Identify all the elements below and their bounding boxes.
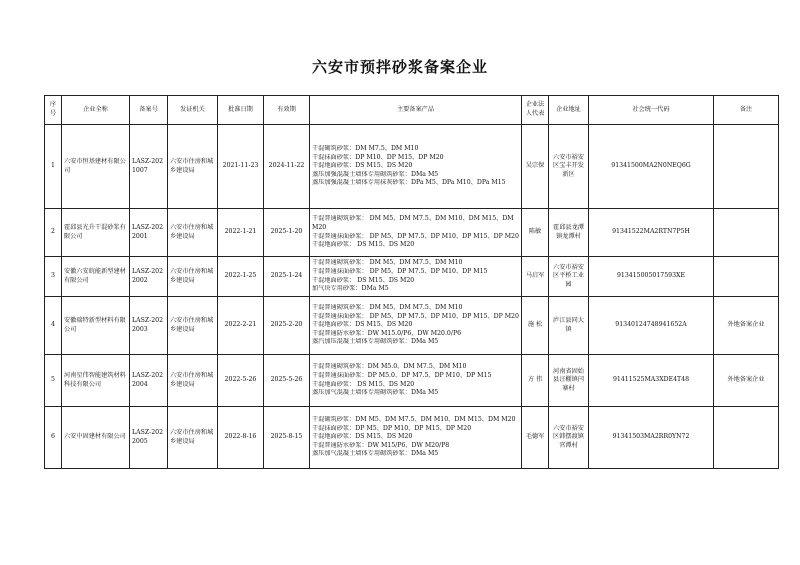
row-record-no: LASZ-2021007: [130, 125, 168, 209]
header-no: 序号: [45, 96, 62, 125]
row-valid-until: 2024-11-22: [264, 125, 310, 209]
row-record-no: LASZ-2022004: [130, 355, 168, 407]
product-line: 蒸汽加压混凝土墙体专用砌筑砂浆：DMa M5: [312, 338, 439, 346]
row-products: [310, 297, 522, 355]
row-note: [714, 125, 779, 209]
product-line: 干混普通防水砂浆：DW M15/P6、DW M20/P8: [312, 441, 450, 449]
product-line: 干混普通砌筑砂浆： DM M5、DM M7.5、DM M10、DM M15、DM M20: [312, 215, 514, 231]
product-line: 干混普通抹面砂浆： DP M5、DP M7.5、DP M10、DP M15、DP M20: [312, 232, 519, 240]
product-line: 干混地面砂浆：DS M15、DS M20: [312, 162, 413, 170]
table-row: [45, 125, 779, 209]
row-legal-rep: 毛德军: [522, 407, 549, 469]
header-approve-date: 批准日期: [218, 96, 264, 125]
product-line: 干混普通砌筑砂浆： DM M5、DM M7.5、DM M10: [312, 259, 463, 267]
header-products: 主要备案产品: [310, 96, 522, 125]
product-line: 蒸压加气混凝土墙体专用砌筑砂浆：DMa M5: [312, 450, 439, 458]
row-issuer: 六安市住房和城乡建设局: [168, 257, 218, 297]
row-approve-date: 2022-5-26: [218, 355, 264, 407]
row-record-no: LASZ-2022005: [130, 407, 168, 469]
row-valid-until: 2025-8-15: [264, 407, 310, 469]
row-approve-date: 2021-11-23: [218, 125, 264, 209]
row-approve-date: 2022-1-25: [218, 257, 264, 297]
row-credit-code: 91340124748941652A: [589, 297, 714, 355]
row-address: 霍邱县龙潭镇龙潭村: [549, 209, 589, 257]
row-record-no: LASZ-2022002: [130, 257, 168, 297]
row-note: [714, 209, 779, 257]
header-record: 备案号: [130, 96, 168, 125]
row-no: 2: [45, 209, 62, 257]
row-no: 6: [45, 407, 62, 469]
row-products: [310, 125, 522, 209]
row-issuer: 六安市住房和城乡建设局: [168, 209, 218, 257]
product-line: 干混普通砌筑砂浆： DM M5、DM M7.5、DM M10: [312, 304, 463, 312]
product-line: 干混普通抹面砂浆： DP M5、DP M7.5、DP M10、DP M15: [312, 267, 488, 275]
row-valid-until: 2025-1-24: [264, 257, 310, 297]
row-company-name: 安徽瑞特新型材料有限公司: [62, 297, 130, 355]
product-line: 干混抹面砂浆：DP M10、DP M15、DP M20: [312, 153, 444, 161]
row-issuer: 六安市住房和城乡建设局: [168, 125, 218, 209]
row-products: [310, 209, 522, 257]
row-approve-date: 2022-2-21: [218, 297, 264, 355]
row-credit-code: 91411525MA3XDE4T48: [589, 355, 714, 407]
product-line: 干混普通抹面砂浆： DP M5、DP M7.5、DP M10、DP M15、DP M20: [312, 312, 519, 320]
row-company-name: 霍邱县光升干混砂浆有限公司: [62, 209, 130, 257]
product-line: 蒸压加气混凝土墙体专用砌筑砂浆：DMa M5: [312, 389, 439, 397]
row-issuer: 六安市住房和城乡建设局: [168, 297, 218, 355]
row-legal-rep: 马启军: [522, 257, 549, 297]
table-header-row: [45, 96, 779, 125]
row-note: [714, 407, 779, 469]
row-credit-code: 91341503MA2RR0YN72: [589, 407, 714, 469]
row-legal-rep: 吴宗保: [522, 125, 549, 209]
table-row: [45, 257, 779, 297]
product-line: 干混地面砂浆： DS M15、DS M20: [312, 380, 415, 388]
row-legal-rep: 方 伟: [522, 355, 549, 407]
row-legal-rep: 施 松: [522, 297, 549, 355]
product-line: 干混砌筑砂浆：DM M5、DM M7.5、DM M10、DM M15、DM M20: [312, 416, 516, 424]
row-company-name: 河南星伟智能建筑材料科技有限公司: [62, 355, 130, 407]
row-approve-date: 2022-8-16: [218, 407, 264, 469]
document-title: 六安市预拌砂浆备案企业: [311, 58, 488, 76]
row-note: 外地备案企业: [714, 297, 779, 355]
row-company-name: 六安中固建材有限公司: [62, 407, 130, 469]
row-products: [310, 407, 522, 469]
row-issuer: 六安市住房和城乡建设局: [168, 407, 218, 469]
row-valid-until: 2025-1-20: [264, 209, 310, 257]
row-products: [310, 355, 522, 407]
row-record-no: LASZ-2022001: [130, 209, 168, 257]
row-legal-rep: 陈敏: [522, 209, 549, 257]
header-valid-until: 有效期: [264, 96, 310, 125]
header-issuer: 发证机关: [168, 96, 218, 125]
product-line: 干混普通砌筑砂浆：DM M5.0、DM M7.5、DM M10: [312, 363, 467, 371]
row-company-name: 安徽六安皖能新型建材有限公司: [62, 257, 130, 297]
row-note: [714, 257, 779, 297]
enterprise-table: [44, 95, 779, 469]
row-valid-until: 2025-2-20: [264, 297, 310, 355]
row-issuer: 六安市住房和城乡建设局: [168, 355, 218, 407]
product-line: 干混地面砂浆： DS M15、DS M20: [312, 276, 415, 284]
row-no: 1: [45, 125, 62, 209]
header-legal-rep: 企业法人代表: [522, 96, 549, 125]
row-address: 河南省固始县汪棚镇闫寨村: [549, 355, 589, 407]
row-credit-code: 913415005017593XE: [589, 257, 714, 297]
row-approve-date: 2022-1-21: [218, 209, 264, 257]
row-credit-code: 91341522MA2RTN7P5H: [589, 209, 714, 257]
row-no: 5: [45, 355, 62, 407]
table-row: [45, 297, 779, 355]
product-line: 蒸压加强混凝土墙体专用砌筑砂浆：DMa M5: [312, 170, 439, 178]
row-record-no: LASZ-2022003: [130, 297, 168, 355]
header-credit-code: 社会统一代码: [589, 96, 714, 125]
product-line: 干混地面砂浆：DS M15、DS M20: [312, 321, 413, 329]
row-address: 六安市裕安区宝丰开发新区: [549, 125, 589, 209]
table-row: [45, 209, 779, 257]
table-row: [45, 355, 779, 407]
row-products: [310, 257, 522, 297]
product-line: 加气块专用砂浆：DMa M5: [312, 285, 389, 293]
row-address: 六安市裕安区韩摆渡镇官潭村: [549, 407, 589, 469]
product-line: 干混普通防水砂浆：DW M15.0/P6、DW M20.0/P6: [312, 329, 462, 337]
row-note: 外地备案企业: [714, 355, 779, 407]
row-no: 3: [45, 257, 62, 297]
product-line: 干混地面砂浆：DS M15、DS M20: [312, 433, 413, 441]
header-address: 企业地址: [549, 96, 589, 125]
product-line: 干混地面砂浆： DS M15、DS M20: [312, 241, 415, 249]
row-company-name: 六安市恒基建材有限公司: [62, 125, 130, 209]
header-name: 企业全称: [62, 96, 130, 125]
row-address: 庐江县同大镇: [549, 297, 589, 355]
row-credit-code: 91341500MA2N0NEQ6G: [589, 125, 714, 209]
header-note: 备注: [714, 96, 779, 125]
product-line: 干混砌筑砂浆：DM M7.5、DM M10: [312, 145, 419, 153]
table-row: [45, 407, 779, 469]
product-line: 蒸压加强混凝土墙体专用抹灰砂浆：DPa M5、DPa M10、DPa M15: [312, 179, 506, 187]
row-no: 4: [45, 297, 62, 355]
product-line: 干混普通抹面砂浆：DP M5.0、DP M7.5、DP M10、DP M15: [312, 371, 492, 379]
product-line: 干混抹面砂浆：DP M5、DP M10、DP M15、DP M20: [312, 424, 472, 432]
row-valid-until: 2025-5-26: [264, 355, 310, 407]
row-address: 六安市裕安区平桥工业园: [549, 257, 589, 297]
